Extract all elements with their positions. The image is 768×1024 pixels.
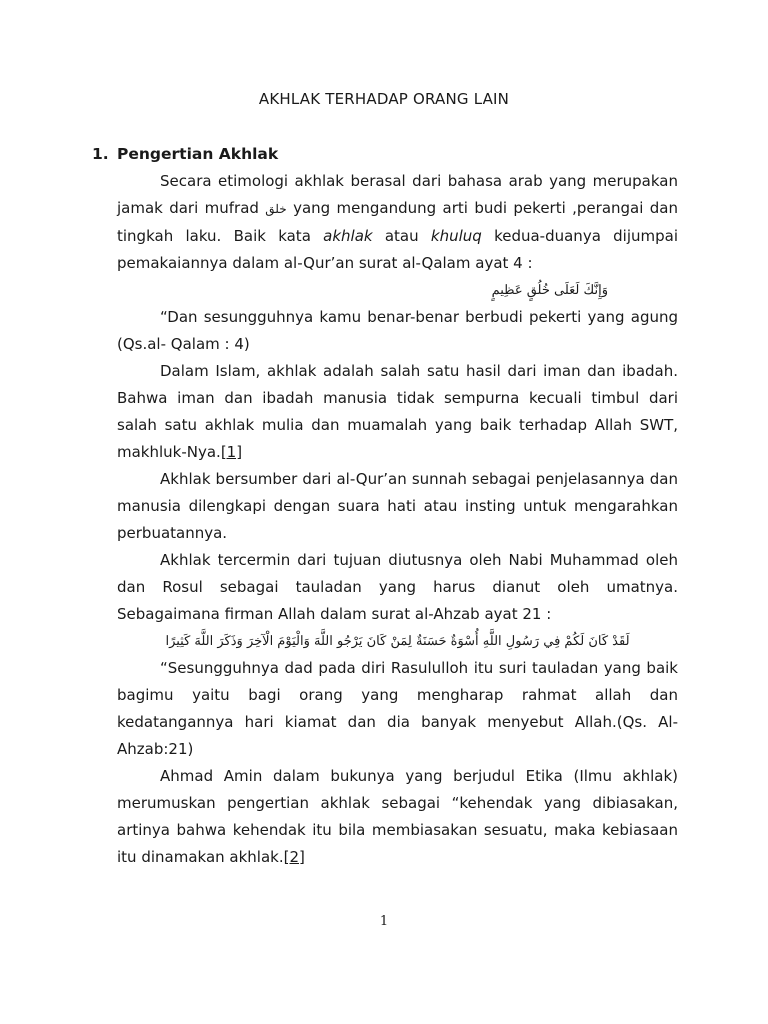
paragraph-text: atau (372, 227, 431, 245)
paragraph-text: kedua-duanya dijumpai pemakaiannya dalam al-Qur’an surat al-Qalam ayat 4 : (117, 227, 679, 272)
footnote-link-1[interactable]: [1] (220, 443, 243, 461)
paragraph-sources: Akhlak bersumber dari al-Qur’an sunnah sebagai penjelasannya dan manusia dilengkapi dengan suara hati atau insting untuk mengarahkan perbuatannya. (117, 470, 678, 542)
paragraph-prophet: Akhlak tercermin dari tujuan diutusnya oleh Nabi Muhammad oleh dan Rosul sebagai tauladan yang harus dianut oleh umatnya. Sebagaimana firman Allah dalam surat al-Ahzab ayat 21 : (117, 551, 678, 623)
paragraph-translation-ahzab: “Sesungguhnya dad pada diri Rasululloh itu suri tauladan yang baik bagimu yaitu bagi orang yang mengharap rahmat allah dan kedatangannya hari kiamat dan dia banyak menyebut Allah.(Qs. Al-Ahzab:21) (117, 659, 678, 758)
paragraph-iman-ibadah (117, 358, 678, 466)
arabic-word: خلق (265, 202, 287, 216)
paragraph-text: Secara etimologi akhlak berasal dari bahasa arab yang merupakan jamak dari mufrad (117, 172, 678, 217)
section-number: 1. (92, 145, 109, 163)
paragraph-text: Dalam Islam, akhlak adalah salah satu hasil dari iman dan ibadah. Bahwa iman dan ibadah manusia tidak sempurna kecuali timbul dari salah satu akhlak mulia dan muamalah yang baik terhadap Allah SWT, makhluk-Nya. (117, 362, 678, 461)
paragraph-text: yang mengandung arti budi pekerti ,perangai dan tingkah laku. Baik kata (117, 199, 678, 245)
paragraph-etymology (117, 168, 678, 277)
document-title: AKHLAK TERHADAP ORANG LAIN (258, 90, 510, 108)
section-heading-text: Pengertian Akhlak (117, 145, 279, 163)
term-akhlak: akhlak (323, 227, 373, 245)
paragraph-text: Ahmad Amin dalam bukunya yang berjudul Etika (Ilmu akhlak) merumuskan pengertian akhlak sebagai “kehendak yang dibiasakan, artinya bahwa kehendak itu bila membiasakan sesuatu, maka kebiasaan itu dinamakan akhlak. (117, 767, 678, 866)
page-number: 1 (379, 914, 389, 929)
quran-verse-ahzab: لَقَدْ كَانَ لَكُمْ فِي رَسُولِ اللَّهِ أُسْوَةٌ حَسَنَةٌ لِمَنْ كَانَ يَرْجُو اللَّهَ وَالْيَوْمَ الْآخِرَ وَذَكَرَ اللَّهَ كَثِيرًا (165, 634, 630, 649)
paragraph-translation-qalam: “Dan sesungguhnya kamu benar-benar berbudi pekerti yang agung (Qs.al- Qalam : 4) (117, 308, 678, 353)
paragraph-ahmad-amin (117, 763, 678, 871)
quran-verse-qalam: وَإِنَّكَ لَعَلَى خُلُقٍ عَظِيمٍ (491, 283, 608, 298)
section-heading (92, 145, 278, 163)
document-body (117, 168, 678, 871)
term-khuluq: khuluq (430, 227, 482, 245)
footnote-link-2[interactable]: [2] (283, 848, 305, 866)
